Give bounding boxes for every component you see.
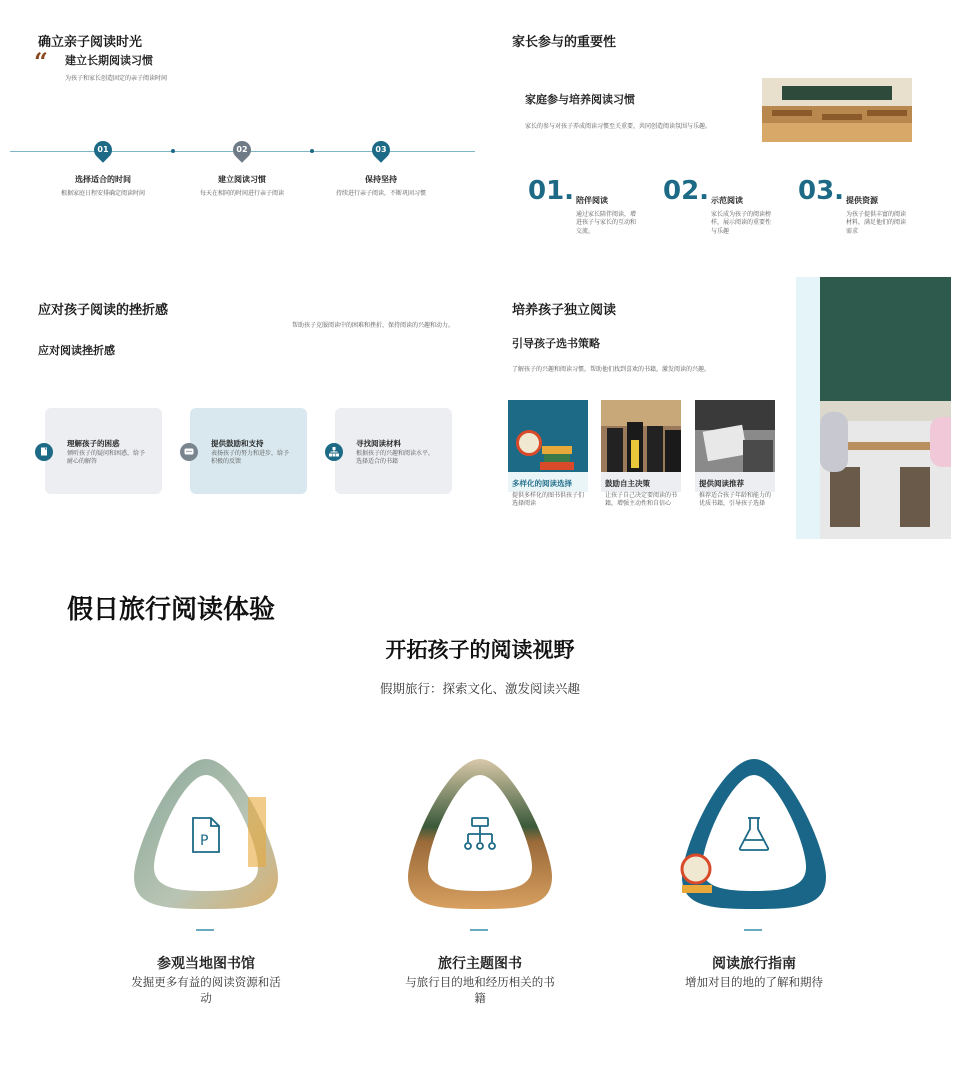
item-desc: 增加对目的地的了解和期待 (685, 975, 823, 989)
students-photo (695, 400, 775, 472)
step-marker: 03 (368, 137, 393, 162)
step-marker: 02 (229, 137, 254, 162)
timeline-dot (310, 149, 314, 153)
accent-strip (796, 277, 820, 539)
sub-title: 家庭参与培养阅读习惯 (525, 93, 635, 106)
document-icon (35, 443, 53, 461)
slide-title: 假日旅行阅读体验 (67, 595, 276, 625)
item-desc: 家长成为孩子的阅读榜样，展示阅读的重要性与乐趣 (711, 211, 772, 235)
item-number: 01. (528, 176, 575, 206)
network-icon (325, 443, 343, 461)
item-desc: 与旅行目的地和经历相关的书籍 (405, 975, 555, 1006)
item-title: 陪伴阅读 (576, 196, 608, 205)
divider (196, 929, 214, 931)
slide-title: 家长参与的重要性 (512, 35, 617, 50)
slide-frustration[interactable] (0, 272, 480, 544)
item-number: 03. (798, 176, 845, 206)
slide-independent-reading[interactable] (480, 272, 960, 544)
item-number: 02. (663, 176, 710, 206)
step-title: 保持坚持 (365, 175, 397, 184)
pic-title: 提供阅读推荐 (699, 479, 744, 488)
step-desc: 每天在相同的时间进行亲子阅读 (199, 190, 284, 197)
item-label: 旅行主题图书 (438, 956, 522, 972)
item-label: 参观当地图书馆 (157, 956, 255, 972)
item-desc: 为孩子提供丰富的阅读材料，满足他们的阅读需求 (846, 211, 907, 235)
card-title: 理解孩子的困惑 (67, 439, 120, 448)
sub-title: 引导孩子选书策略 (512, 337, 600, 350)
step-marker: 01 (90, 137, 115, 162)
sub-title: 应对阅读挫折感 (38, 344, 115, 357)
item-title: 示范阅读 (711, 196, 743, 205)
step-title: 选择适合的时间 (75, 175, 131, 184)
heading: 开拓孩子的阅读视野 (385, 638, 575, 662)
slide-title: 培养孩子独立阅读 (512, 303, 617, 318)
svg-text:P: P (200, 833, 209, 849)
item-title: 提供资源 (846, 196, 878, 205)
card-title: 寻找阅读材料 (356, 439, 401, 448)
card-desc: 根据孩子的兴趣和阅读水平，选择适合的书籍 (356, 450, 435, 466)
books-photo (508, 400, 588, 472)
description: 了解孩子的兴趣和阅读习惯，帮助他们找到喜欢的书籍，激发阅读的兴趣。 (512, 366, 711, 373)
item-desc: 通过家长陪伴阅读，增进孩子与家长的互动和交流。 (576, 211, 637, 235)
chat-icon (180, 443, 198, 461)
slide-title: 应对孩子阅读的挫折感 (38, 303, 169, 318)
step-title: 建立阅读习惯 (218, 175, 266, 184)
slide-holiday-reading[interactable] (0, 544, 960, 1084)
side-note: 帮助孩子克服阅读中的困难和挫折，保持阅读的兴趣和动力。 (292, 322, 455, 329)
step-desc: 持续进行亲子阅读，不断巩固习惯 (336, 190, 427, 197)
description: 家长的参与对孩子养成阅读习惯至关重要，共同创造阅读氛围与乐趣。 (525, 123, 712, 130)
hierarchy-icon (463, 816, 497, 856)
divider (470, 929, 488, 931)
flask-icon (737, 816, 771, 856)
presentation-file-icon (190, 816, 222, 858)
item-desc: 发掘更多有益的阅读资源和活动 (131, 975, 281, 1006)
card-title: 提供鼓励和支持 (211, 439, 264, 448)
timeline-dot (171, 149, 175, 153)
slide-title: 确立亲子阅读时光 (38, 35, 143, 50)
item-label: 阅读旅行指南 (712, 956, 796, 972)
graduation-photo (601, 400, 681, 472)
step-desc: 根据家庭日程安排确定阅读时间 (60, 190, 145, 197)
pic-title: 鼓励自主决策 (605, 479, 650, 488)
divider (744, 929, 762, 931)
pic-desc: 让孩子自己决定要阅读的书籍，增强主动性和自信心 (605, 492, 678, 508)
classroom-photo (762, 78, 912, 142)
classroom-photo (820, 277, 951, 539)
quote-subtext: 为孩子和家长创造固定的亲子阅读时间 (65, 75, 168, 82)
quote-icon: “ (34, 47, 48, 76)
subheading: 假期旅行：探索文化、激发阅读兴趣 (379, 681, 580, 696)
card-desc: 表扬孩子的努力和进步，给予积极的反馈 (211, 450, 290, 466)
slide-parent-involvement[interactable] (480, 0, 960, 272)
pic-desc: 提供多样化的图书供孩子们选择阅读 (512, 492, 585, 508)
quote-heading: 建立长期阅读习惯 (65, 54, 153, 67)
pic-desc: 推荐适合孩子年龄和能力的优质书籍，引导孩子选择 (699, 492, 772, 508)
slide-reading-time[interactable] (0, 0, 480, 272)
pic-title: 多样化的阅读选择 (512, 479, 572, 488)
card-desc: 倾听孩子的疑问和困惑，给予耐心的解答 (67, 450, 146, 466)
